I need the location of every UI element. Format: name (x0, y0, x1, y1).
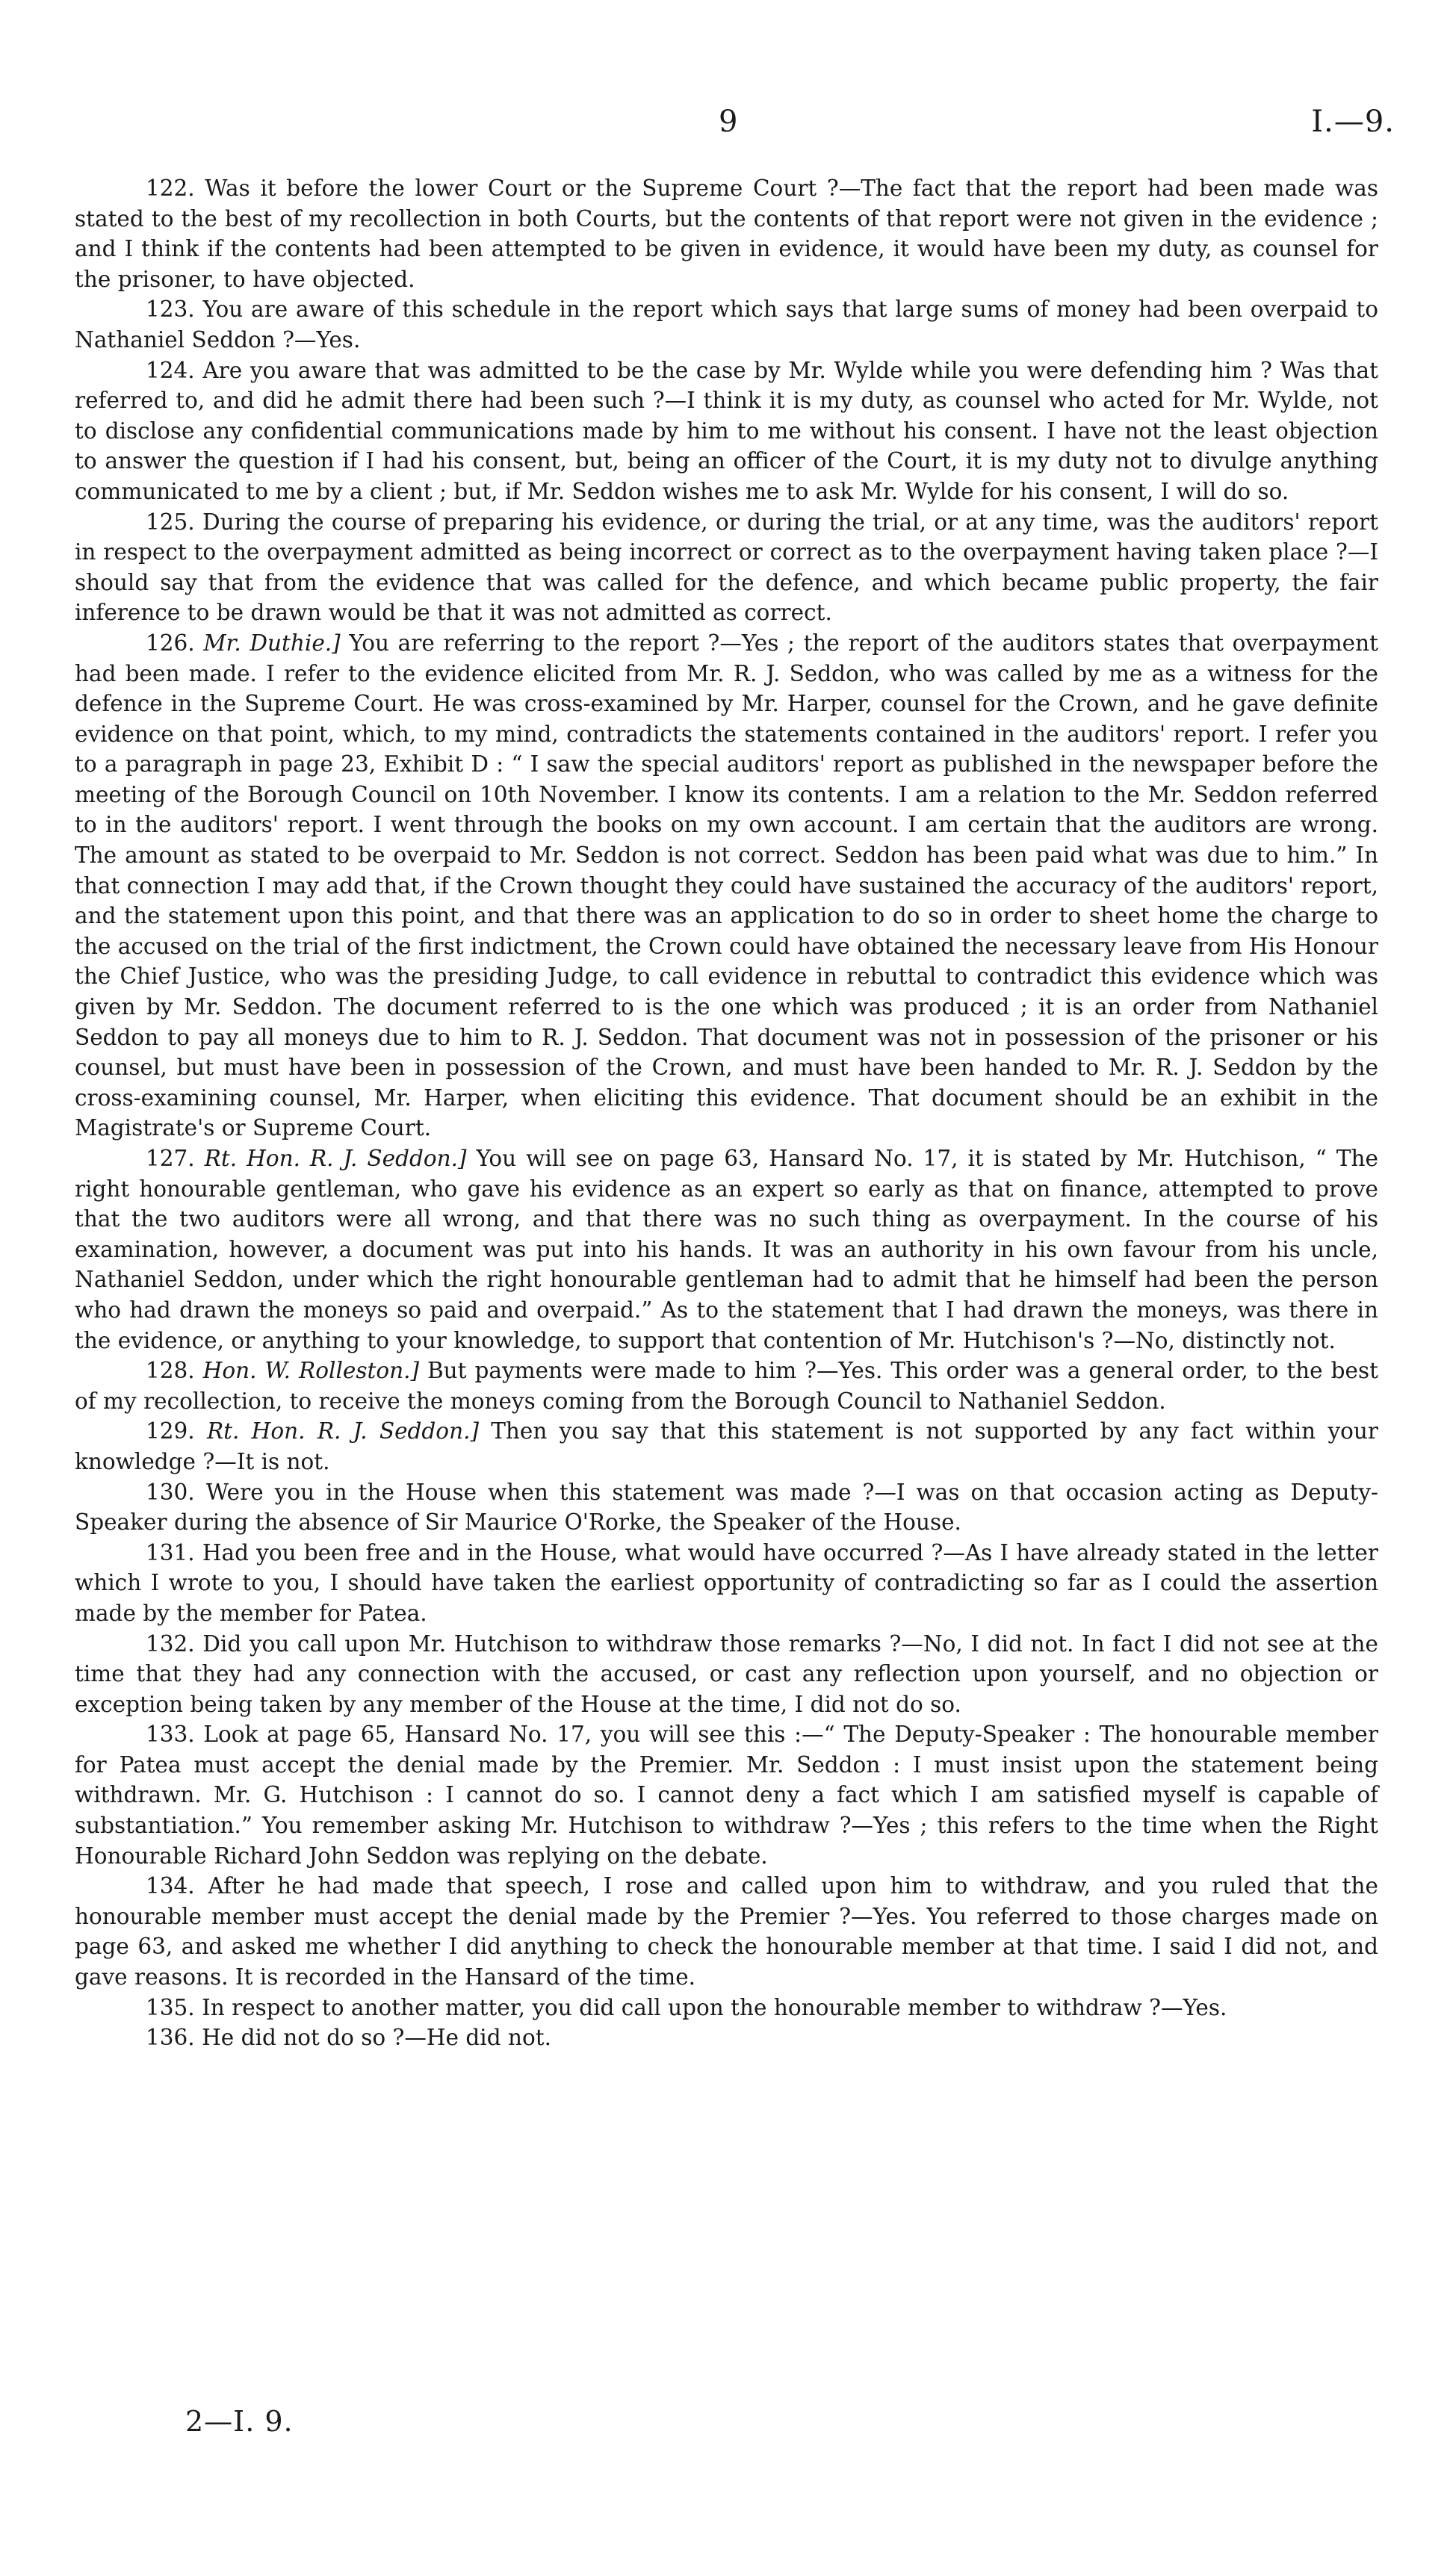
question-text: He did not do so ?—He did not. (202, 2025, 551, 2051)
question-text: Then you say that this statement is not supported by any fact within your knowledge ?—It is not. (75, 1418, 1378, 1474)
question-number: 130. (146, 1479, 195, 1505)
question-paragraph (75, 1477, 1378, 1538)
question-number: 124. (146, 357, 195, 383)
question-paragraph (75, 1143, 1378, 1356)
question-text: During the course of preparing his evidence, or during the trial, or at any time, was the auditors' report in respect to the overpayment admitted as being incorrect or correct as to the overpayment having taken place ?—I should say that from the evidence that was called for the defence, and which became public property, the fair inference to be drawn would be that it was not admitted as correct. (75, 509, 1378, 626)
question-paragraph (75, 1629, 1378, 1720)
question-text: You will see on page 63, Hansard No. 17, it is stated by Mr. Hutchison, “ The right honourable gentleman, who gave his evidence as an expert so early as that on finance, attempted to prove that the two auditors were all wrong, and that there was no such thing as overpayment. In the course of his examination, however, a document was put into his hands. It was an authority in his own favour from his uncle, Nathaniel Seddon, under which the right honourable gentleman had to admit that he himself had been the person who had drawn the moneys so paid and overpaid.” As to the statement that I had drawn the moneys, was there in the evidence, or anything to your knowledge, to support that contention of Mr. Hutchison's ?—No, distinctly not. (75, 1146, 1378, 1353)
question-number: 132. (146, 1630, 195, 1657)
sheet-signature: 2—I. 9. (185, 2405, 294, 2438)
speaker-label: Hon. W. Rolleston.] (202, 1358, 419, 1384)
question-number: 129. (146, 1418, 195, 1444)
question-text: You are referring to the report ?—Yes ; the report of the auditors states that overpayment had been made. I refer to the evidence elicited from Mr. R. J. Seddon, who was called by me as a witness for the defence in the Supreme Court. He was cross-examined by Mr. Harper, counsel for the Crown, and he gave definite evidence on that point, which, to my mind, contradicts the statements contained in the auditors' report. I refer you to a paragraph in page 23, Exhibit D : “ I saw the special auditors' report as published in the newspaper before the meeting of the Borough Council on 10th November. I know its contents. I am a relation to the Mr. Seddon referred to in the auditors' report. I went through the books on my own account. I am certain that the auditors are wrong. The amount as stated to be overpaid to Mr. Seddon is not correct. Seddon has been paid what was due to him.” In that connection I may add that, if the Crown thought they could have sustained the accuracy of the auditors' report, and the statement upon this point, and that there was an application to do so in order to sheet home the charge to the accused on the trial of the first indictment, the Crown could have obtained the necessary leave from His Honour the Chief Justice, who was the presiding Judge, to call evidence in rebuttal to contradict this evidence which was given by Mr. Seddon. The document referred to is the one which was produced ; it is an order from Nathaniel Seddon to pay all moneys due to him to R. J. Seddon. That document was not in possession of the prisoner or his counsel, but must have been in possession of the Crown, and must have been handed to Mr. R. J. Seddon by the cross-examining counsel, Mr. Harper, when eliciting this evidence. That document should be an exhibit in the Magistrate's or Supreme Court. (75, 630, 1378, 1141)
question-number: 131. (146, 1539, 195, 1565)
question-number: 136. (146, 2025, 195, 2051)
question-number: 122. (146, 176, 195, 201)
question-number: 123. (146, 297, 195, 323)
question-text: Had you been free and in the House, what would have occurred ?—As I have already stated in the letter which I wrote to you, I should have taken the earliest opportunity of contradicting so far as I could the assertion made by the member for Patea. (75, 1539, 1378, 1626)
question-text: Were you in the House when this statement was made ?—I was on that occasion acting as Deputy-Speaker during the absence of Sir Maurice O'Rorke, the Speaker of the House. (75, 1479, 1378, 1536)
question-number: 128. (146, 1358, 195, 1384)
question-paragraph (75, 356, 1378, 507)
question-paragraph (75, 1416, 1378, 1477)
question-number: 133. (146, 1722, 195, 1748)
speaker-label: Rt. Hon. R. J. Seddon.] (204, 1146, 467, 1171)
question-number: 134. (146, 1873, 195, 1899)
question-text: After he had made that speech, I rose and called upon him to withdraw, and you ruled that the honourable member must accept the denial made by the Premier ?—Yes. You referred to those charges made on page 63, and asked me whether I did anything to check the honourable member at that time. I said I did not, and gave reasons. It is recorded in the Hansard of the time. (75, 1873, 1378, 1990)
question-paragraph (75, 2023, 1378, 2053)
question-text: Are you aware that was admitted to be the case by Mr. Wylde while you were defending him ? Was that referred to, and did he admit there had been such ?—I think it is my duty, as counsel who acted for Mr. Wylde, not to disclose any confidential communications made by him to me without his consent. I have not the least objection to answer the question if I had his consent, but, being an officer of the Court, it is my duty not to divulge anything communicated to me by a client ; but, if Mr. Seddon wishes me to ask Mr. Wylde for his consent, I will do so. (75, 357, 1378, 504)
document-body (75, 173, 1378, 2053)
question-paragraph (75, 294, 1378, 355)
question-text: But payments were made to him ?—Yes. This order was a general order, to the best of my recollection, to receive the moneys coming from the Borough Council to Nathaniel Seddon. (75, 1358, 1378, 1414)
speaker-label: Rt. Hon. R. J. Seddon.] (206, 1418, 479, 1444)
question-number: 135. (146, 1994, 195, 2020)
question-paragraph (75, 1356, 1378, 1416)
question-paragraph (75, 173, 1378, 294)
question-number: 125. (146, 509, 195, 535)
question-number: 126. (146, 630, 195, 656)
question-text: You are aware of this schedule in the report which says that large sums of money had been overpaid to Nathaniel Seddon ?—Yes. (75, 297, 1378, 353)
question-paragraph (75, 1993, 1378, 2023)
question-paragraph (75, 628, 1378, 1143)
question-paragraph (75, 1871, 1378, 1992)
question-text: Was it before the lower Court or the Supreme Court ?—The fact that the report had been made was stated to the best of my recollection in both Courts, but the contents of that report were not given in the evidence ; and I think if the contents had been attempted to be given in evidence, it would have been my duty, as counsel for the prisoner, to have objected. (75, 176, 1378, 292)
question-text: In respect to another matter, you did call upon the honourable member to withdraw ?—Yes. (202, 1994, 1227, 2020)
question-paragraph (75, 507, 1378, 628)
speaker-label: Mr. Duthie.] (203, 630, 341, 656)
question-text: Did you call upon Mr. Hutchison to withdraw those remarks ?—No, I did not. In fact I did not see at the time that they had any connection with the accused, or cast any reflection upon yourself, and no objection or exception being taken by any member of the House at the time, I did not do so. (75, 1630, 1378, 1717)
question-number: 127. (146, 1146, 195, 1171)
question-paragraph (75, 1719, 1378, 1871)
page-header (0, 105, 1447, 149)
question-paragraph (75, 1538, 1378, 1629)
page-reference: I.—9. (1311, 105, 1395, 139)
page-number: 9 (719, 105, 738, 139)
question-text: Look at page 65, Hansard No. 17, you will see this :—“ The Deputy-Speaker : The honourable member for Patea must accept the denial made by the Premier. Mr. Seddon : I must insist upon the statement being withdrawn. Mr. G. Hutchison : I cannot do so. I cannot deny a fact which I am satisfied myself is capable of substantiation.” You remember asking Mr. Hutchison to withdraw ?—Yes ; this refers to the time when the Right Honourable Richard John Seddon was replying on the debate. (75, 1722, 1378, 1869)
